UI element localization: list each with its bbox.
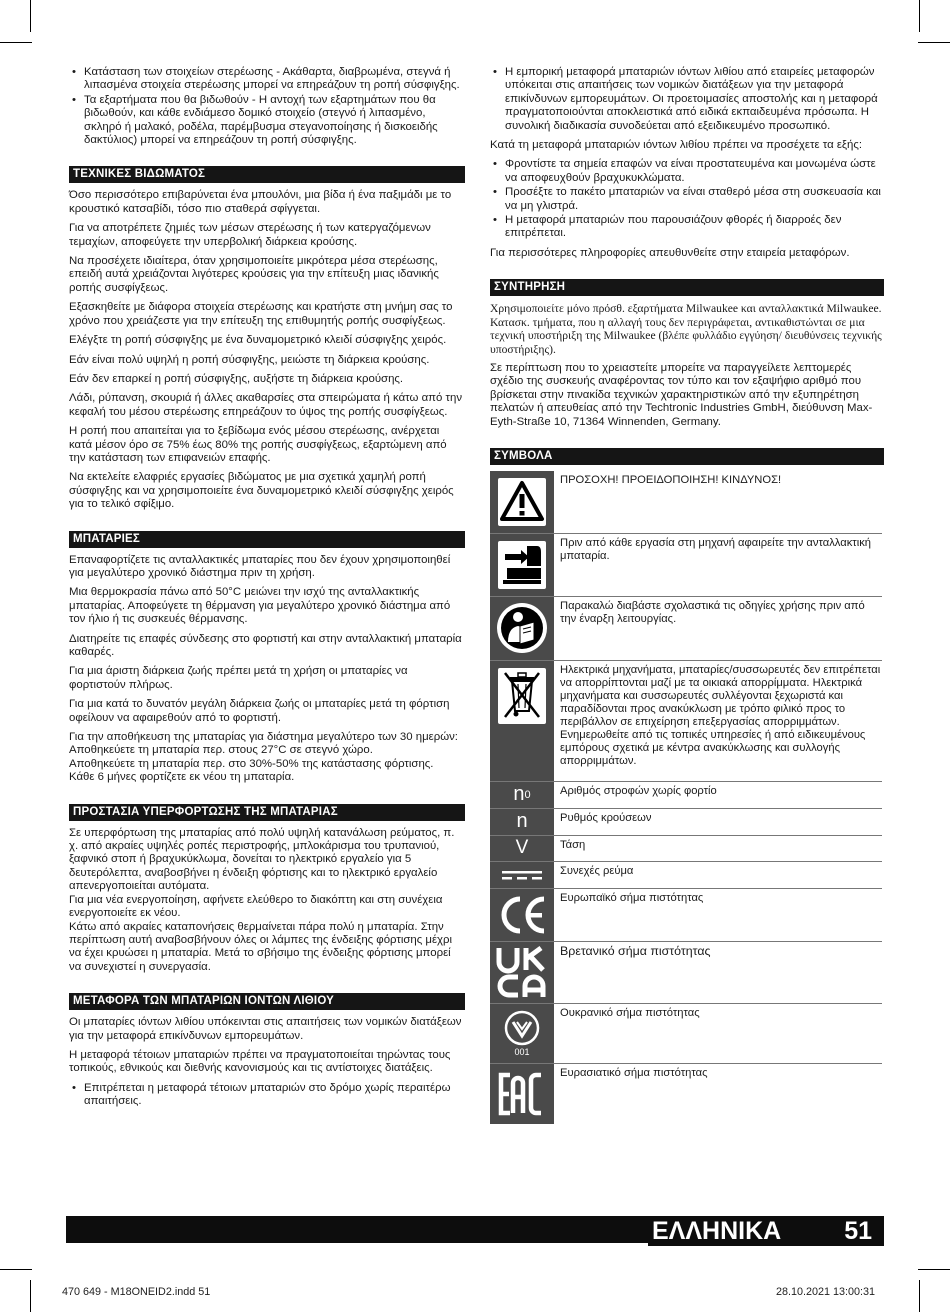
section-heading-transport: ΜΕΤΑΦΟΡΑ ΤΩΝ ΜΠΑΤΑΡΙΩΝ ΙΟΝΤΩΝ ΛΙΘΙΟΥ: [69, 993, 465, 1010]
bullet-item: • Η εμπορική μεταφορά μπαταριών ιόντων λιθίου από εταιρείες μεταφορών υπόκειται στις απαιτήσεις των νομικών διατάξεων για την μεταφορά επικίνδυνων εμπορευμάτων. Οι προετοιμασίες αποστολής και η μεταφορά πραγματοποιούνται αποκλειστικά από ειδικά εκπαιδευμένα πρόσωπα. Η συνολική διαδικασία συνοδεύεται από εξειδικευμένο προσωπικό.: [490, 66, 884, 133]
read-manual-icon: [490, 597, 554, 660]
bullet-item: • Τα εξαρτήματα που θα βιδωθούν - Η αντοχή των εξαρτημάτων που θα βιδωθούν, και κάθε ενδιάμεσο δομικό στοιχείο (στεγνό ή λιπασμένο, σκληρό ή μαλακό, ροδέλα, παρέμβυσμα στεγανοποίησης ή δισκοειδής δακτύλιος) μπορεί να επηρεάζουν τη ροπή σύσφιγξης.: [69, 94, 465, 148]
symbol-description: Πριν από κάθε εργασία στη μηχανή αφαιρείτε την ανταλλακτική μπαταρία.: [560, 536, 872, 562]
symbol-row: [490, 862, 882, 889]
bullet-item: • Η μεταφορά μπαταριών που παρουσιάζουν φθορές ή διαρροές δεν επιτρέπεται.: [490, 214, 884, 241]
right-column: [490, 66, 884, 1124]
section-heading-overload: ΠΡΟΣΤΑΣΙΑ ΥΠΕΡΦΟΡΤΩΣΗΣ ΤΗΣ ΜΠΑΤΑΡΙΑΣ: [69, 804, 465, 821]
crop-mark: [918, 1269, 950, 1270]
paragraph: Κάθε 6 μήνες φορτίζετε εκ νέου τη μπαταρία.: [69, 771, 295, 784]
symbol-row: [490, 889, 882, 942]
paragraph: Να προσέχετε ιδιαίτερα, όταν χρησιμοποιείτε μικρότερα μέσα στερέωσης, επειδή αυτά χρειάζονται λιγότερες κρούσεις για την επίτευξη μιας ιδανικής ροπής συσφίγξεως.: [69, 255, 439, 294]
crop-mark: [918, 42, 950, 43]
symbol-description: Βρετανικό σήμα πιστότητας: [560, 943, 711, 958]
eac-mark-icon: [490, 1064, 554, 1124]
symbol-description: Ρυθμός κρούσεων: [560, 811, 652, 824]
symbol-row: [490, 836, 882, 862]
crop-mark: [919, 1280, 920, 1312]
intro-bullet-list: [69, 66, 465, 147]
bullet-item: • Επιτρέπεται η μεταφορά τέτοιων μπαταριών στο δρόμο χωρίς περαιτέρω απαιτήσεις.: [69, 1082, 465, 1109]
n0-symbol: [490, 782, 554, 808]
ce-mark-icon: [490, 889, 554, 941]
warning-triangle-icon: [490, 471, 554, 533]
transport-rules-list: [490, 158, 884, 240]
crop-mark: [30, 0, 31, 32]
paragraph: Κατά τη μεταφορά μπαταριών ιόντων λιθίου πρέπει να προσέχετε τα εξής:: [490, 139, 862, 152]
ukrainian-mark-icon: [490, 1004, 554, 1063]
symbol-description: Αριθμός στροφών χωρίς φορτίο: [560, 784, 717, 797]
crop-mark: [30, 1280, 31, 1312]
crop-mark: [0, 42, 32, 43]
paragraph: Επαναφορτίζετε τις ανταλλακτικές μπαταρίες που δεν έχουν χρησιμοποιηθεί για μεγαλύτερο χρονικό διάστημα πριν τη χρήση.: [69, 553, 451, 579]
paragraph: Η μεταφορά τέτοιων μπαταριών πρέπει να πραγματοποιείται τηρώντας τους τοπικούς, εθνικούς και διεθνής κανονισμούς και τις αντίστοιχες διατάξεις.: [69, 1048, 451, 1075]
ukca-mark-icon: [490, 942, 554, 1003]
paragraph: Σε υπερφόρτωση της μπαταρίας από πολύ υψηλή κατανάλωση ρεύματος, π. χ. από ακραίες υψηλές ροπές περιστροφής, μπλοκάρισμα του τρυπανιού, ξαφνικό στοπ ή βραχυκύκλωμα, δονείται το ηλεκτρικό εργαλείο για 5 δευτερόλεπτα, αναβοσβήνει η ένδειξη φόρτισης και το ηλεκτρικό εργαλείο απενεργοποιείται αυτόματα.: [69, 826, 455, 893]
paragraph: Όσο περισσότερο επιβαρύνεται ένα μπουλόνι, μια βίδα ή ένα παξιμάδι με το κρουστικό κατσαβίδι, τόσο πιο σταθερά σφίγγεται.: [69, 189, 452, 215]
transport-bullet-list: [69, 1082, 465, 1109]
footer-language-box: [648, 1216, 884, 1246]
crop-mark: [0, 1269, 32, 1270]
symbol-row: [490, 942, 882, 1004]
ukrainian-mark-caption: 001: [514, 1046, 530, 1057]
paragraph: Για μια άριστη διάρκεια ζωής πρέπει μετά τη χρήση οι μπαταρίες να φορτιστούν πλήρως.: [69, 665, 408, 691]
n0-symbol-letter: n: [513, 783, 525, 806]
n0-symbol-subscript: 0: [524, 788, 531, 801]
paragraph: Η ροπή που απαιτείται για το ξεβίδωμα ενός μέσου στερέωσης, ανέρχεται κατά μέσον όρο σε 75% έως 80% της ροπής συσφίγξεως, εξαρτώμενη από την κατάσταση των επιφανειών επαφής.: [69, 425, 447, 464]
paragraph: Αποθηκεύετε τη μπαταρία περ. στους 27°C σε στεγνό χώρο.: [69, 744, 373, 757]
symbol-description: Παρακαλώ διαβάστε σχολαστικά τις οδηγίες χρήσης πριν από την έναρξη λειτουργίας.: [560, 599, 865, 625]
section-heading-symbols: ΣΥΜΒΟΛΑ: [490, 448, 884, 465]
symbol-description: Ηλεκτρικά μηχανήματα, μπαταρίες/συσσωρευτές δεν επιτρέπεται να απορρίπτονται μαζί με τα οικιακά απορρίμματα. Ηλεκτρικά μηχανήματα και συσσωρευτές συλλέγονται ξεχωριστά και παραδίδονται προς ανακύκλωση με τρόπο φιλικό προς το περιβάλλον σε επιχείρηση επεξεργασίας απορριμμάτων. Ενημερωθείτε από τις τοπικές υπηρεσίες ή από ειδικευμένους εμπόρους σχετικά με κέντρα ανακύκλωσης και συλλογής απορριμμάτων.: [560, 663, 881, 767]
section-heading-techniques: ΤΕΧΝΙΚΕΣ ΒΙΔΩΜΑΤΟΣ: [69, 166, 465, 183]
symbol-description: Τάση: [560, 838, 586, 851]
symbol-description: Συνεχές ρεύμα: [560, 864, 634, 877]
symbol-row: [490, 1004, 882, 1064]
symbol-row: [490, 809, 882, 836]
symbol-description: Ουκρανικό σήμα πιστότητας: [560, 1006, 700, 1019]
n-symbol: n: [490, 809, 554, 835]
symbols-table: [490, 471, 882, 1124]
paragraph: Για περισσότερες πληροφορίες απευθυνθείτε στην εταιρεία μεταφόρων.: [490, 246, 850, 259]
paragraph: Λάδι, ρύπανση, σκουριά ή άλλες ακαθαρσίες στα σπειρώματα ή κάτω από την κεφαλή του μέσου στερέωσης επηρεάζουν το ύψος της ροπής συσφίγξεως.: [69, 392, 463, 418]
file-info: 470 649 - M18ONEID2.indd 51: [62, 1286, 211, 1298]
symbol-row: [490, 661, 882, 782]
symbol-row: [490, 597, 882, 661]
symbol-description: Ευρασιατικό σήμα πιστότητας: [560, 1066, 708, 1079]
left-column: [69, 66, 465, 1115]
paragraph: Σε περίπτωση που το χρειαστείτε μπορείτε να παραγγείλετε λεπτομερές σχέδιο της συσκευής αναφέροντας τον τύπο και τον εξαψήφιο αριθμό που βρίσκεται στην πινακίδα τεχνικών χαρακτηριστικών από την εξυπηρέτηση πελατών ή απευθείας από την Techtronic Industries GmbH, διεύθυνση Max-Eyth-Straße 10, 71364 Winnenden, Germany.: [490, 361, 873, 428]
paragraph: Εξασκηθείτε με διάφορα στοιχεία στερέωσης και κρατήστε στη μνήμη σας το χρόνο που χρειάζεστε για την επίτευξη της επιθυμητής ροπής συσφίγξεως.: [69, 301, 453, 327]
bullet-item: • Φροντίστε τα σημεία επαφών να είναι προστατευμένα και μονωμένα ώστε να αποφευχθούν βραχυκυκλώματα.: [490, 158, 884, 185]
symbol-description: Ευρωπαϊκό σήμα πιστότητας: [560, 891, 704, 904]
paragraph: Αποθηκεύετε τη μπαταρία περ. στο 30%-50% της κατάστασης φόρτισης.: [69, 757, 434, 770]
section-heading-batteries: ΜΠΑΤΑΡΙΕΣ: [69, 531, 465, 548]
symbol-row: [490, 1064, 882, 1124]
paragraph: Διατηρείτε τις επαφές σύνδεσης στο φορτιστή και στην ανταλλακτική μπαταρία καθαρές.: [69, 632, 462, 658]
crop-mark: [919, 0, 920, 32]
bullet-item: • Κατάσταση των στοιχείων στερέωσης - Ακάθαρτα, διαβρωμένα, στεγνά ή λιπασμένα στοιχεία στερέωσης μπορεί να επηρεάζουν τη ροπή σύσφιγξης.: [69, 66, 465, 93]
paragraph: Για να αποτρέπετε ζημιές των μέσων στερέωσης ή των κατεργαζόμενων τεμαχίων, αποφεύγετε την υπερβολική διάρκεια κρούσης.: [69, 222, 431, 248]
symbol-row: [490, 534, 882, 597]
page-number: 51: [844, 1217, 872, 1245]
paragraph: Οι μπαταρίες ιόντων λιθίου υπόκεινται στις απαιτήσεις των νομικών διατάξεων για την μεταφορά επικίνδυνων εμπορευμάτων.: [69, 1016, 462, 1042]
bullet-item: • Προσέξτε το πακέτο μπαταριών να είναι σταθερό μέσα στη συσκευασία και να μη γλιστρά.: [490, 186, 884, 213]
paragraph: Κάτω από ακραίες καταπονήσεις θερμαίνεται πάρα πολύ η μπαταρία. Στην περίπτωση αυτή αναβοσβήνουν όλες οι λάμπες της ένδειξης φόρτισης μέχρι να έχει κρυώσει η μπαταρία. Μετά το σβήσιμο της ένδειξης φόρτισης μπορεί να συνεχιστεί η συνεργασία.: [69, 920, 453, 973]
paragraph: Να εκτελείτε ελαφριές εργασίες βιδώματος με μια σχετικά χαμηλή ροπή σύσφιγξης και να χρησιμοποιείτε ένα δυναμομετρικό κλειδί σύσφιγξης χειρός για το τελικό σφίξιμο.: [69, 471, 454, 511]
paragraph: Για μια κατά το δυνατόν μεγάλη διάρκεια ζωής οι μπαταρίες μετά τη φόρτιση οφείλουν να αφαιρεθούν από το φορτιστή.: [69, 698, 450, 724]
paragraph: Εάν είναι πολύ υψηλή η ροπή σύσφιγξης, μειώστε τη διάρκεια κρούσης.: [69, 353, 430, 366]
language-label: ΕΛΛΗΝΙΚΑ: [652, 1217, 782, 1245]
paragraph: Εάν δεν επαρκεί η ροπή σύσφιγξης, αυξήστε τη διάρκεια κρούσης.: [69, 372, 404, 385]
dc-symbol: [490, 862, 554, 888]
crossed-bin-icon: [490, 661, 554, 781]
print-date-time: 28.10.2021 13:00:31: [776, 1286, 876, 1298]
v-symbol: V: [490, 836, 554, 861]
transport-cont-bullet-list: [490, 66, 884, 133]
section-heading-maintenance: ΣΥΝΤΗΡΗΣΗ: [490, 279, 884, 296]
paragraph: Χρησιμοποιείτε μόνο πρόσθ. εξαρτήματα Milwaukee και ανταλλακτικά Milwaukee. Κατασκ. τμήματα, που η αλλαγή τους δεν περιγράφεται, αντικαθιστώνται σε μια τεχνική υποστήριξη της Milwaukee (βλέπε φυλλάδιο εγγύηση/ διευθύνσεις τεχνικής υποστήριξης).: [490, 302, 882, 356]
symbol-row: [490, 782, 882, 809]
paragraph: Για την αποθήκευση της μπαταρίας για διάστημα μεγαλύτερο των 30 ημερών:: [69, 731, 458, 744]
remove-battery-icon: [490, 534, 554, 596]
symbol-row: [490, 471, 882, 534]
symbol-description: ΠΡΟΣΟΧΗ! ΠΡΟΕΙΔΟΠΟΙΗΣΗ! ΚΙΝΔΥΝΟΣ!: [560, 473, 782, 486]
paragraph: Για μια νέα ενεργοποίηση, αφήνετε ελεύθερο το διακόπτη και στη συνέχεια ενεργοποιείτε εκ νέου.: [69, 893, 443, 920]
paragraph: Ελέγξτε τη ροπή σύσφιγξης με ένα δυναμομετρικό κλειδί σύσφιγξης χειρός.: [69, 334, 447, 347]
paragraph: Μια θερμοκρασία πάνω από 50°C μειώνει την ισχύ της ανταλλακτικής μπαταρίας. Αποφεύγετε τη θέρμανση για μεγαλύτερο χρονικό διάστημα από τον ήλιο ή τις συσκευές θέρμανσης.: [69, 586, 451, 626]
